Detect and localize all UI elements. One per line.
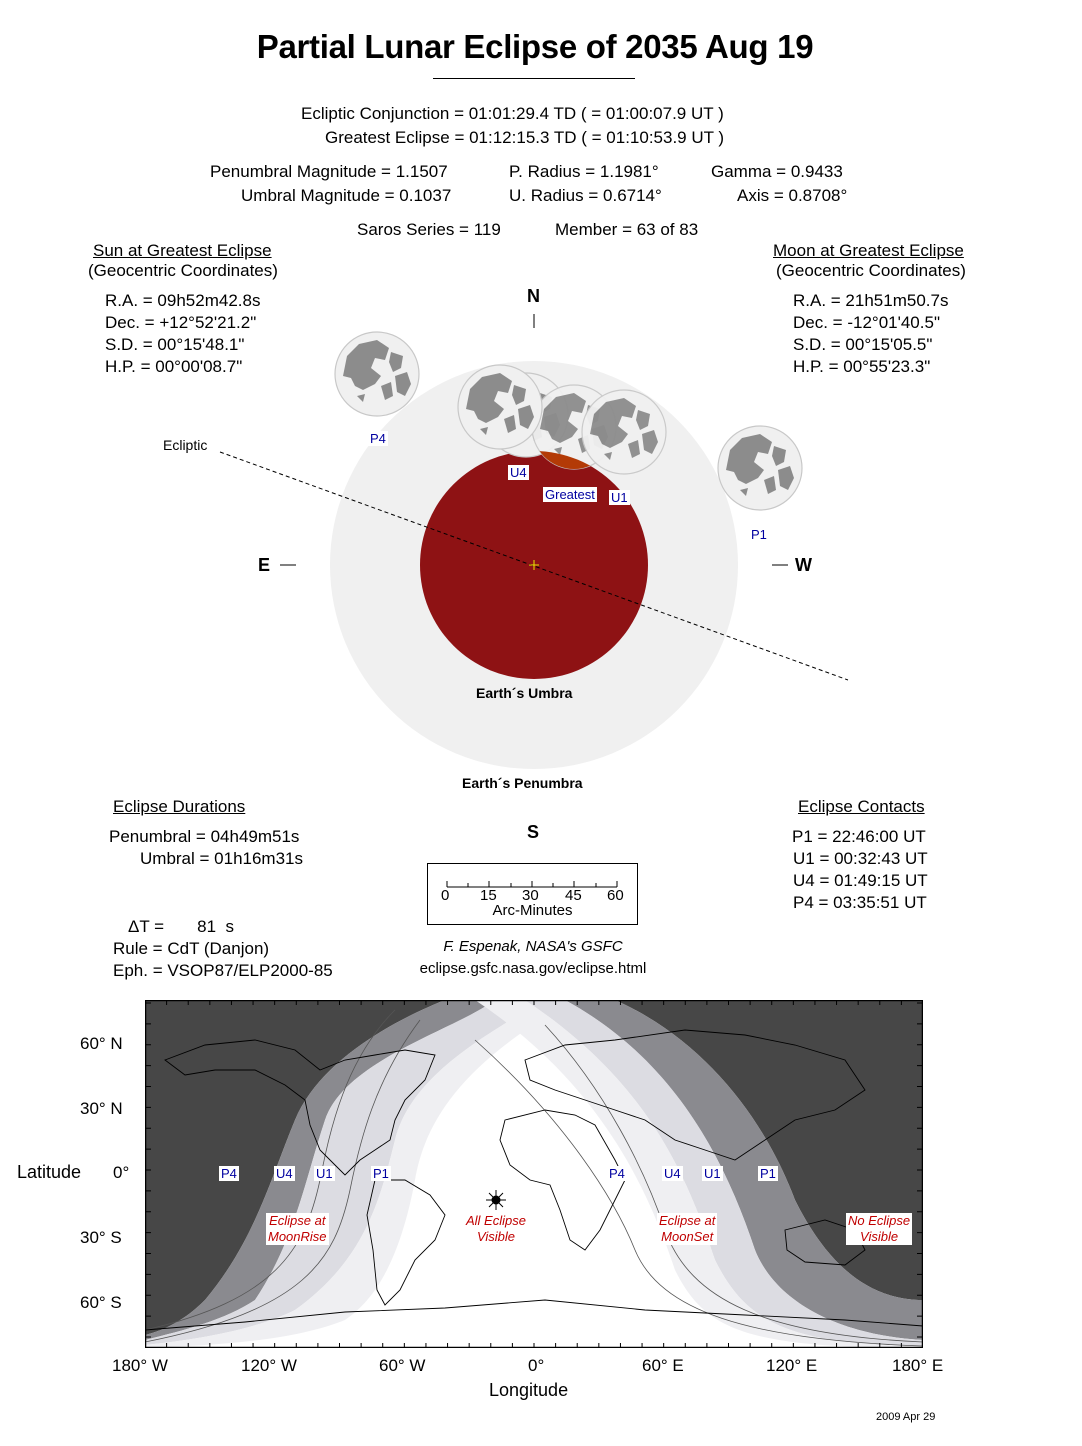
lon-tick-label: 120° E [766,1356,818,1375]
map-label-p4-east: P4 [609,1166,625,1181]
contact-u1: U1 = 00:32:43 UT [793,849,928,868]
contact-u4: U4 = 01:49:15 UT [793,871,928,890]
lon-tick-label: 120° W [241,1356,297,1375]
moon-position-p4 [335,332,419,416]
label-u1: U1 [611,490,628,505]
umbra-label: Earth´s Umbra [476,685,573,701]
east-label: E [258,555,271,575]
lat-tick-label: 30° S [80,1228,122,1247]
scale-tick: 30 [522,887,539,904]
ecliptic-conjunction: Ecliptic Conjunction = 01:01:29.4 TD ( = 01:00:07.9 UT ) [301,104,724,123]
lat-tick-label: 30° N [80,1099,123,1118]
p-radius: P. Radius = 1.1981° [509,162,659,181]
gamma: Gamma = 0.9433 [711,162,843,181]
moon-hp: H.P. = 00°55'23.3" [793,357,931,376]
umbral-duration: Umbral = 01h16m31s [140,849,304,868]
lon-tick-label: 180° W [112,1356,168,1375]
ecliptic-label: Ecliptic [163,437,208,453]
region-moonset [657,1213,717,1245]
region-none-line2: Visible [860,1229,899,1244]
contact-p1: P1 = 22:46:00 UT [792,827,926,846]
scale-label: Arc-Minutes [492,902,573,919]
lat-tick-label: 0° [113,1163,130,1182]
longitude-axis-title: Longitude [489,1380,569,1400]
scale-box [427,863,638,925]
south-label: S [527,822,540,842]
lon-tick-label: 60° W [379,1356,426,1375]
credit-author: F. Espenak, NASA's GSFC [443,938,623,955]
page-title: Partial Lunar Eclipse of 2035 Aug 19 [256,28,814,65]
scale-tick: 15 [480,887,497,904]
sun-heading: Sun at Greatest Eclipse [93,241,272,260]
penumbra-label: Earth´s Penumbra [462,775,583,791]
penumbral-duration: Penumbral = 04h49m51s [109,827,300,846]
lon-tick-label: 0° [528,1356,545,1375]
moon-subheading: (Geocentric Coordinates) [776,261,966,280]
west-label: W [795,555,812,575]
moon-sd: S.D. = 00°15'05.5" [793,335,933,354]
saros-member: Member = 63 of 83 [555,220,699,239]
axis: Axis = 0.8708° [737,186,848,205]
lat-tick-label: 60° N [80,1034,123,1053]
sun-ra: R.A. = 09h52m42.8s [105,291,261,310]
subsolar-sun-icon [486,1190,506,1210]
region-all-line1: All Eclipse [466,1213,526,1228]
region-no-eclipse [846,1213,912,1245]
region-all-line2: Visible [476,1229,516,1244]
map-label-p1-west: P1 [373,1166,389,1181]
credit-url[interactable]: eclipse.gsfc.nasa.gov/eclipse.html [419,960,647,977]
map-label-u4-east: U4 [664,1166,681,1181]
saros-series: Saros Series = 119 [357,220,501,239]
penumbral-magnitude: Penumbral Magnitude = 1.1507 [210,162,448,181]
region-moonrise-line1: Eclipse at [269,1213,326,1228]
u-radius: U. Radius = 0.6714° [509,186,662,205]
north-label: N [527,286,540,306]
sun-subheading: (Geocentric Coordinates) [88,261,278,280]
region-moonrise-line2: MoonRise [268,1229,327,1244]
durations-heading: Eclipse Durations [113,797,246,816]
latitude-axis-title: Latitude [17,1162,82,1182]
label-p1: P1 [751,527,767,542]
moon-heading: Moon at Greatest Eclipse [773,241,964,260]
delta-t: ΔT = 81 s [128,917,235,936]
contact-p4: P4 = 03:35:51 UT [793,893,927,912]
umbral-magnitude: Umbral Magnitude = 0.1037 [241,186,452,205]
moon-position-u1 [582,390,666,474]
scale-tick: 0 [441,887,450,904]
lon-tick-label: 180° E [892,1356,944,1375]
map-label-p4-west: P4 [221,1166,237,1181]
lat-tick-label: 60° S [80,1293,122,1312]
map-label-p1-east: P1 [760,1166,776,1181]
region-moonset-line1: Eclipse at [659,1213,716,1228]
contacts-heading: Eclipse Contacts [798,797,925,816]
scale-tick: 45 [565,887,582,904]
map-label-u1-west: U1 [316,1166,333,1181]
rule: Rule = CdT (Danjon) [113,939,270,958]
moon-ra: R.A. = 21h51m50.7s [793,291,949,310]
map-label-u4-west: U4 [276,1166,293,1181]
footer-date: 2009 Apr 29 [876,1411,936,1423]
sun-dec: Dec. = +12°52'21.2" [105,313,257,332]
region-moonset-line2: MoonSet [661,1229,714,1244]
region-none-line1: No Eclipse [848,1213,911,1228]
sun-hp: H.P. = 00°00'08.7" [105,357,243,376]
map-label-u1-east: U1 [704,1166,721,1181]
ephemeris: Eph. = VSOP87/ELP2000-85 [113,961,333,980]
label-u4: U4 [510,465,527,480]
moon-position-p1 [718,426,802,510]
visibility-map [145,1000,923,1348]
title-divider [433,78,635,79]
lon-tick-label: 60° E [642,1356,684,1375]
greatest-eclipse-time: Greatest Eclipse = 01:12:15.3 TD ( = 01:10:53.9 UT ) [325,128,725,147]
region-moonrise [266,1213,329,1245]
scale-tick: 60 [607,887,624,904]
region-all-visible [464,1213,528,1245]
label-p4: P4 [370,431,386,446]
sun-sd: S.D. = 00°15'48.1" [105,335,245,354]
moon-dec: Dec. = -12°01'40.5" [793,313,940,332]
moon-position-u4 [458,365,542,449]
label-greatest: Greatest [545,487,595,502]
